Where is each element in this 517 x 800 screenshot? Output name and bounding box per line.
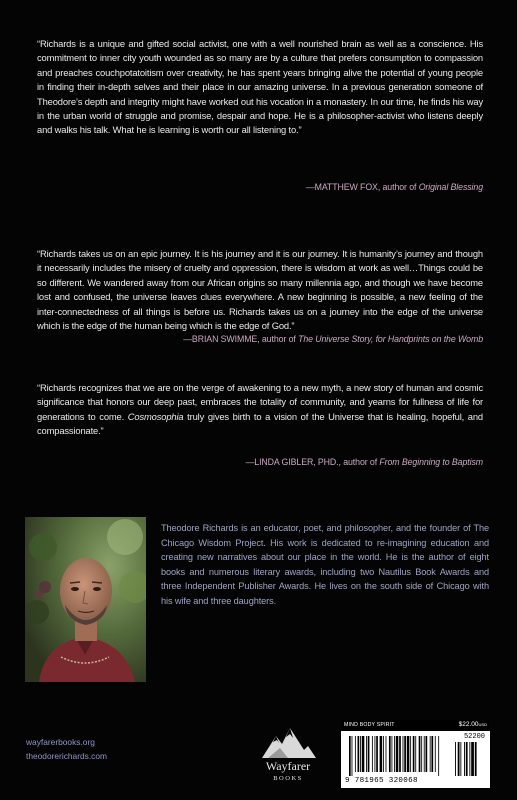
price-label <box>459 721 487 728</box>
barcode-bar <box>438 736 439 776</box>
barcode-bar <box>355 736 356 772</box>
barcode-bar <box>431 736 433 772</box>
barcode-bar <box>389 736 391 772</box>
barcode-bar <box>403 736 404 772</box>
barcode-bar <box>466 742 468 776</box>
barcode-bar <box>399 736 401 772</box>
barcode-bar <box>460 742 461 776</box>
barcode-bar <box>475 742 477 776</box>
barcode-bar <box>415 736 416 772</box>
barcode-bar <box>421 736 422 772</box>
publisher-website-link[interactable]: wayfarerbooks.org <box>26 737 95 747</box>
barcode-bar <box>435 736 436 772</box>
isbn-barcode <box>341 720 490 788</box>
attribution-work: Original Blessing <box>418 182 483 192</box>
barcode-bar <box>455 742 456 776</box>
book-title: Cosmosophia <box>127 410 184 422</box>
barcode-bar <box>407 736 410 772</box>
barcode-bar <box>396 736 399 772</box>
barcode-bar <box>362 736 365 772</box>
publisher-name-bottom: BOOKS <box>273 775 303 782</box>
barcode-bar <box>419 736 421 772</box>
barcode-bar <box>376 736 378 772</box>
barcode-bar <box>366 736 367 772</box>
barcode-bar <box>424 736 425 772</box>
barcode-header <box>341 720 490 731</box>
attribution-name: —BRIAN SWIMME, author of <box>183 334 299 344</box>
quote-attribution-1 <box>306 182 483 192</box>
barcode-bar <box>372 736 373 772</box>
author-photo <box>25 517 146 682</box>
author-website-link[interactable]: theodorerichards.com <box>26 750 107 761</box>
barcode-bar <box>469 742 470 776</box>
barcode-bar <box>375 736 376 772</box>
barcode-bar <box>404 736 406 772</box>
category-label: MIND BODY SPIRIT <box>344 722 395 728</box>
ean5-number: 52200 <box>463 733 485 741</box>
barcode-bar <box>426 736 428 772</box>
barcode-bar <box>471 742 474 776</box>
isbn-number: 9 781965 320068 <box>345 777 418 785</box>
endorsement-quote-1 <box>37 37 483 138</box>
publisher-name-top: Wayfarer <box>265 759 311 773</box>
barcode-bar <box>358 736 360 772</box>
barcode-bar <box>464 742 465 776</box>
wayfarer-mountain-logo <box>258 722 318 786</box>
mountain-icon <box>258 722 318 786</box>
barcode-bar <box>458 742 460 776</box>
author-bio: Theodore Richards is an educator, poet, and philosopher, and the founder of The Chicago Wisdom Project. His work is dedicated to re-imagining education and creating new narratives about our place in the world. He is the author of eight books and numerous literary awards, including two Nautilus Book Awards and three Independent Publisher Awards. He lives on the south side of Chicago with his wife and three daughters. <box>161 523 489 606</box>
barcode-bar <box>380 736 383 772</box>
attribution-name: —LINDA GIBLER, PHD., author of <box>245 457 380 467</box>
quote-text: “Richards takes us on an epic journey. It is his journey and it is our journey. It is humanity’s journey and though it necessarily includes the misery of cruelty and oppression, there is wisdom at work as well…Things could be so different. We wandered away from our African origins so many millennia ago, and though we have become lost and confused, the universe leaves clues everywhere. A new beginning is possible, a new feeling of the inter-connectedness of all things is before us. Richards takes us on a journey into the edge of the universe which is the edge of the human being which is the edge of God.” <box>37 248 483 332</box>
quote-attribution-3 <box>246 457 483 467</box>
barcode-bar <box>349 736 351 776</box>
barcode-bar <box>368 736 370 772</box>
attribution-work: From Beginning to Baptism <box>379 457 483 467</box>
quote-text-end: truly gives birth to a vision of the Universe that is healing, hopeful, and compassionate.” <box>37 410 483 437</box>
attribution-work: The Universe Story, for Handprints on the Womb <box>298 334 483 344</box>
barcode-bar <box>383 736 384 772</box>
barcode-bars <box>349 736 484 776</box>
barcode-bar <box>394 736 395 772</box>
web-links <box>26 736 107 763</box>
quote-text: “Richards is a unique and gifted social activist, one with a well nourished brain as well as a conscience. His commitment to inner city youth wounded as so many are by a culture that prefers consumption to compassion and preaches couchpotatoitism over creativity, he has spent years bringing alive the potential of young people in finding their in-depth selves and their place in our amazing universe. In a previous generation someone of Theodore’s depth and integrity might have worked out his vocation in a monastery. In our time, he finds his way in the urban world of struggle and promise, despair and hope. He is a philosopher-activist who listens deeply and walks his talk. What he is learning is worth our all listening to.” <box>37 38 483 136</box>
price-currency: USD <box>478 722 487 727</box>
barcode-bar <box>392 736 393 772</box>
barcode-bar <box>352 736 353 776</box>
attribution-name: —MATTHEW FOX, author of <box>305 182 419 192</box>
price-value: $22.00 <box>458 721 479 728</box>
endorsement-quote-3 <box>37 381 483 439</box>
quote-attribution-2 <box>183 334 483 344</box>
barcode-bar <box>430 736 431 772</box>
author-portrait-image <box>25 517 146 682</box>
barcode-bar <box>410 736 411 772</box>
quote-text-start: “Richards recognizes that we are on the verge of awakening to a new myth, a new story of human and cosmic significance that honors our deep past, embraces the totality of community, and yearns for fullness of life for generations to come. <box>37 382 483 422</box>
quote-text <box>37 381 483 439</box>
barcode-bar <box>413 736 415 772</box>
endorsement-quote-2 <box>37 247 483 333</box>
barcode-bar <box>386 736 387 772</box>
barcode-bar <box>360 736 361 772</box>
